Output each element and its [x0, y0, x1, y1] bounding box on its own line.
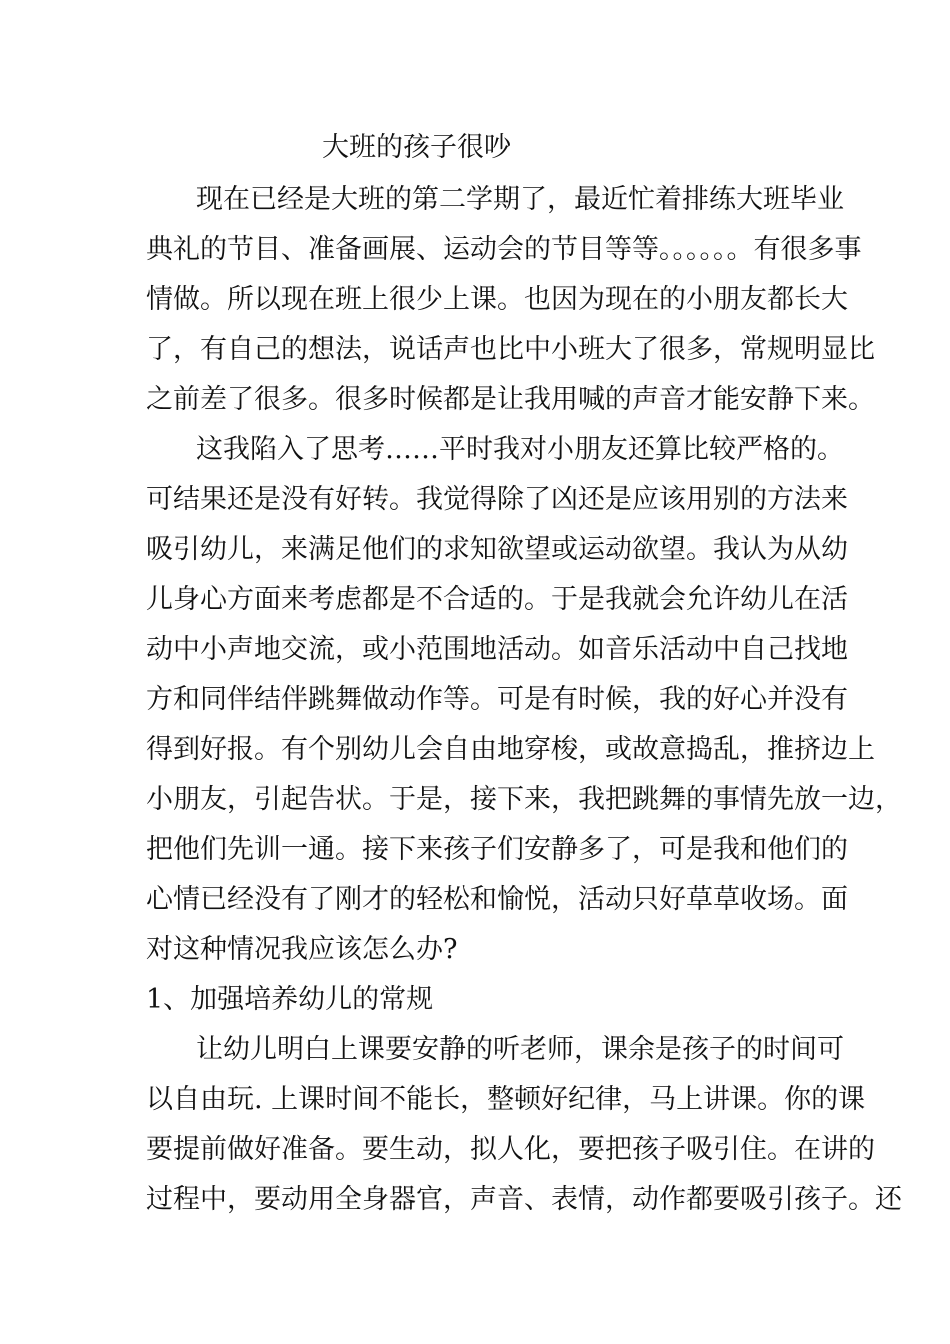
section-heading: 1、加强培养幼儿的常规 — [146, 984, 434, 1015]
paragraph-line: 这我陷入了思考……平时我对小朋友还算比较严格的。 — [196, 434, 844, 465]
paragraph-line: 小朋友，引起告状。于是，接下来，我把跳舞的事情先放一边， — [146, 784, 902, 815]
paragraph-line: 现在已经是大班的第二学期了，最近忙着排练大班毕业 — [196, 184, 844, 215]
paragraph-line: 可结果还是没有好转。我觉得除了凶还是应该用别的方法来 — [146, 484, 848, 515]
document-title: 大班的孩子很吵 — [322, 132, 511, 163]
paragraph-line: 以自由玩. 上课时间不能长，整顿好纪律，马上讲课。你的课 — [146, 1084, 866, 1115]
paragraph-line: 要提前做好准备。要生动，拟人化，要把孩子吸引住。在讲的 — [146, 1134, 875, 1165]
paragraph-line: 心情已经没有了刚才的轻松和愉悦，活动只好草草收场。面 — [146, 884, 848, 915]
paragraph-line: 让幼儿明白上课要安静的听老师，课余是孩子的时间可 — [196, 1034, 844, 1065]
paragraph-line: 情做。所以现在班上很少上课。也因为现在的小朋友都长大 — [146, 284, 848, 315]
paragraph-line: 动中小声地交流，或小范围地活动。如音乐活动中自己找地 — [146, 634, 848, 665]
paragraph-line: 方和同伴结伴跳舞做动作等。可是有时候，我的好心并没有 — [146, 684, 848, 715]
paragraph-line: 了，有自己的想法，说话声也比中小班大了很多，常规明显比 — [146, 334, 875, 365]
paragraph-line: 得到好报。有个别幼儿会自由地穿梭，或故意捣乱，推挤边上 — [146, 734, 875, 765]
paragraph-line: 儿身心方面来考虑都是不合适的。于是我就会允许幼儿在活 — [146, 584, 848, 615]
paragraph-line: 典礼的节目、准备画展、运动会的节目等等。。。。。。有很多事 — [146, 234, 862, 265]
paragraph-line: 吸引幼儿，来满足他们的求知欲望或运动欲望。我认为从幼 — [146, 534, 848, 565]
paragraph-line: 把他们先训一通。接下来孩子们安静多了，可是我和他们的 — [146, 834, 848, 865]
paragraph-line: 之前差了很多。很多时候都是让我用喊的声音才能安静下来。 — [146, 384, 875, 415]
paragraph-line: 过程中，要动用全身器官，声音、表情，动作都要吸引孩子。还 — [146, 1184, 902, 1215]
paragraph-line: 对这种情况我应该怎么办? — [146, 934, 458, 965]
